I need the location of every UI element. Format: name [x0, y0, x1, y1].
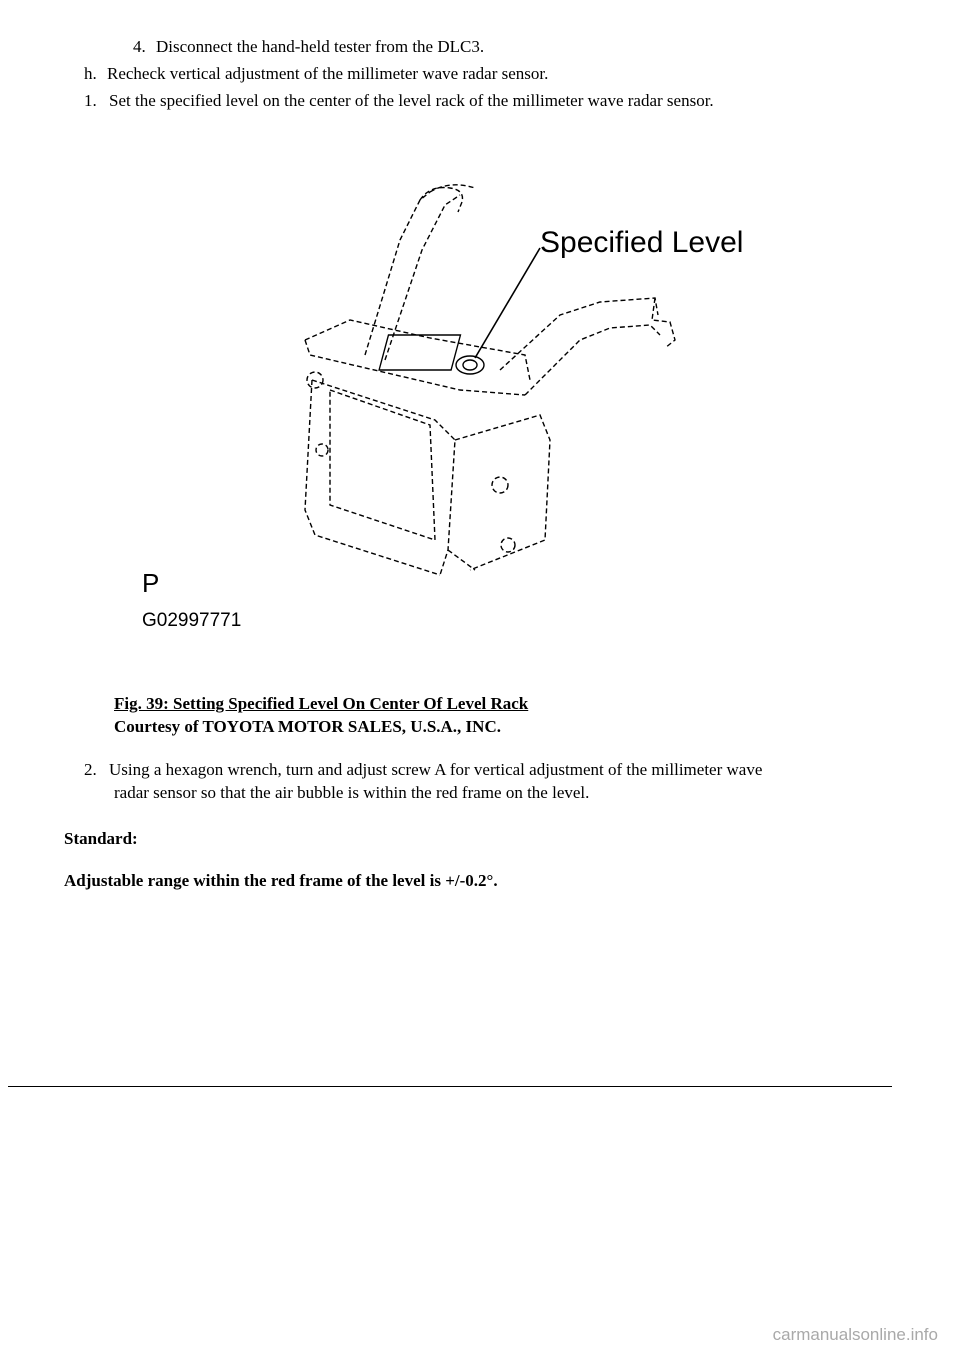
step-2-number: 2. [84, 760, 97, 779]
step-4-text: Disconnect the hand-held tester from the DLC3. [156, 37, 485, 56]
step-2 [84, 759, 762, 781]
step-h [84, 63, 548, 85]
step-4-number: 4. [133, 37, 146, 56]
step-2-text-line1: Using a hexagon wrench, turn and adjust screw A for vertical adjustment of the millimeter wave [109, 760, 763, 779]
step-h-text: Recheck vertical adjustment of the millimeter wave radar sensor. [107, 64, 549, 83]
footer-rule [8, 1086, 892, 1087]
step-1-text: Set the specified level on the center of the level rack of the millimeter wave radar sensor. [109, 91, 714, 110]
figure-callout-label: Specified Level [540, 226, 744, 259]
radar-sensor-illustration [130, 180, 810, 650]
step-4 [133, 36, 484, 58]
step-1-number: 1. [84, 91, 97, 110]
step-2-text-line2: radar sensor so that the air bubble is within the red frame on the level. [114, 783, 590, 802]
figure-courtesy: Courtesy of TOYOTA MOTOR SALES, U.S.A., INC. [114, 717, 501, 736]
step-1 [84, 90, 714, 112]
standard-text: Adjustable range within the red frame of the level is +/-0.2°. [64, 871, 498, 890]
watermark: carmanualsonline.info [772, 1325, 938, 1344]
figure-code: G02997771 [142, 610, 242, 631]
standard-label: Standard: [64, 829, 138, 848]
figure-mark: P [142, 568, 160, 598]
step-h-number: h. [84, 64, 97, 83]
figure-caption: Fig. 39: Setting Specified Level On Center Of Level Rack [114, 694, 529, 713]
